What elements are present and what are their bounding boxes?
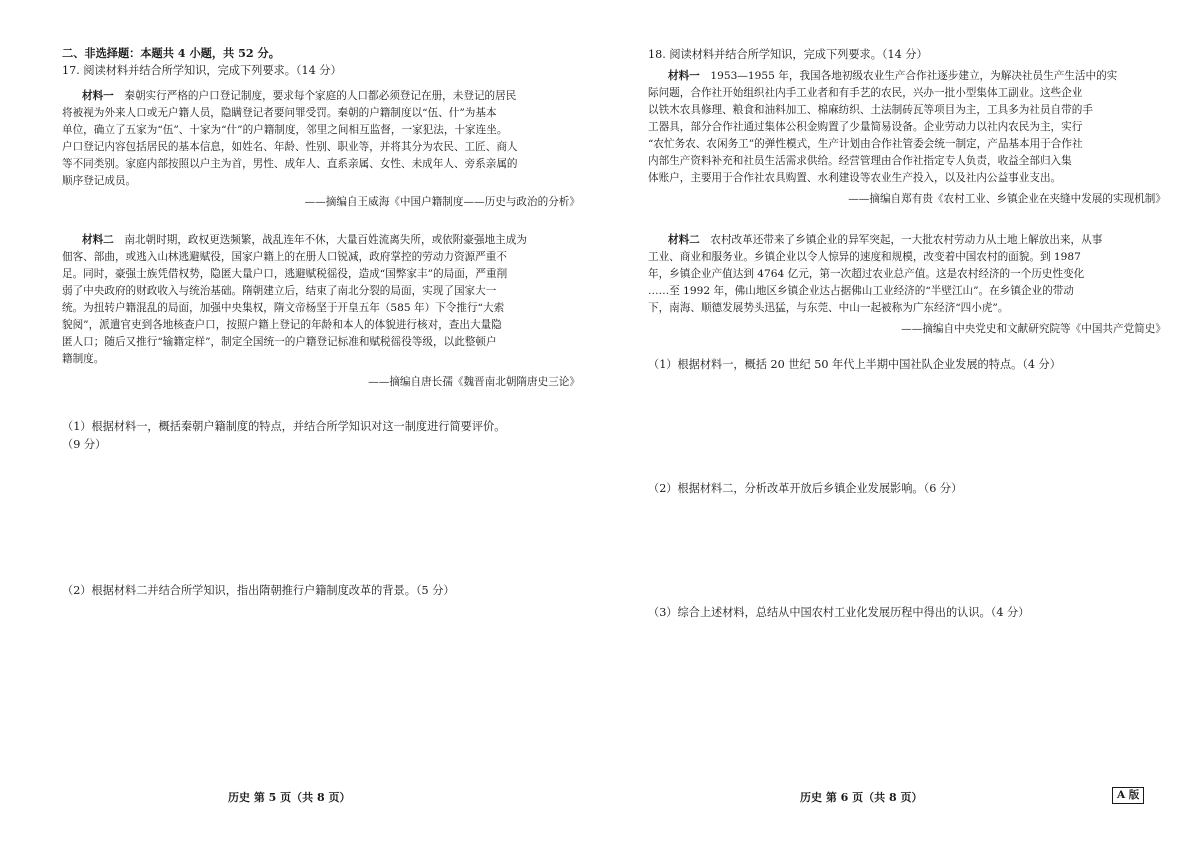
version-badge: A 版: [1112, 787, 1144, 804]
q17-m1-line: 材料一 秦朝实行严格的户口登记制度，要求每个家庭的人口都必须登记在册，未登记的居民: [82, 90, 517, 102]
q18-sub3-line: （3）综合上述材料，总结从中国农村工业化发展历程中得出的认识。（4 分）: [648, 606, 1030, 619]
q18-prompt: 18. 阅读材料并结合所学知识，完成下列要求。（14 分）: [648, 48, 928, 61]
q17-m1-line: 等不同类别。家庭内部按照以户主为首，男性、成年人、直系亲属、女性、未成年人、旁系亲属的: [62, 158, 518, 170]
q18-m1-line: 体账户，主要用于合作社农具购置、水利建设等农业生产投入，以及社内公益事业支出。: [648, 172, 1062, 184]
q17-m1-source: ——摘编自王威海《中国户籍制度——历史与政治的分析》: [304, 196, 580, 208]
q17-m2-line: 弱了中央政府的财政收入与统治基础。隋朝建立后，结束了南北分裂的局面，实现了国家大一: [62, 285, 497, 297]
q18-m1-line: 际问题，合作社开始组织社内手工业者和有手艺的农民，兴办一批小型集体工副业。这些企业: [648, 87, 1083, 99]
q17-m1-line: 单位，确立了五家为“伍”、十家为“什”的户籍制度，邻里之间相互监督，一家犯法，十家连坐。: [62, 124, 508, 136]
q18-m1-line: 内部生产资料补充和社员生活需求供给。经营管理由合作社指定专人负责，收益全部归入集: [648, 155, 1072, 167]
q17-m1-line: 将被视为外来人口或无户籍人员，隐瞒登记者要问罪受罚。秦朝的户籍制度以“伍、什”为基本: [62, 107, 497, 119]
q17-m2-source: ——摘编自唐长孺《魏晋南北朝隋唐史三论》: [368, 376, 580, 388]
q18-m2-label: 材料二: [668, 234, 700, 246]
q18-sub1-line: （1）根据材料一，概括 20 世纪 50 年代上半期中国社队企业发展的特点。（4 分）: [648, 358, 1061, 371]
q17-m2-line: 貌阅”，派遣官吏到各地核查户口，按照户籍上登记的年龄和本人的体貌进行核对，查出大量隐: [62, 319, 502, 331]
q17-sub1-line: （9 分）: [62, 438, 107, 451]
q17-m2-line: 材料二 南北朝时期，政权更迭频繁，战乱连年不休，大量百姓流离失所，或依附豪强地主成为: [82, 234, 527, 246]
q18-m2-source: ——摘编自中央党史和文献研究院等《中国共产党简史》: [901, 323, 1166, 335]
q18-m2-line: 下，南海、顺德发展势头迅猛，与东莞、中山一起被称为广东经济“四小虎”。: [648, 302, 1009, 314]
q18-m1-line: “农忙务农、农闲务工”的弹性模式，生产计划由合作社管委会统一制定，产品基本用于合作社: [648, 138, 1083, 150]
q18-material-2: [648, 232, 1166, 338]
q18-m1-line: 工器具，部分合作社通过集体公积金购置了少量简易设备。企业劳动力以社内农民为主，实行: [648, 121, 1083, 133]
q17-sub1: [62, 418, 580, 454]
q17-m2-line: 足。同时，豪强士族凭借权势，隐匿大量户口，逃避赋税徭役，造成“国弊家丰”的局面，严重削: [62, 268, 508, 280]
q18-m2-line: 工业、商业和服务业。乡镇企业以令人惊异的速度和规模，改变着中国农村的面貌。到 1987: [648, 251, 1081, 263]
q18-material-1: [648, 68, 1166, 208]
q17-m2-label: 材料二: [82, 234, 114, 246]
q17-material-1: [62, 88, 580, 211]
q17-prompt: 17. 阅读材料并结合所学知识，完成下列要求。（14 分）: [62, 64, 342, 77]
q17-m1-line: 顺序登记成员。: [62, 175, 137, 187]
q17-m1-label: 材料一: [82, 90, 114, 102]
section-heading-block: [62, 44, 580, 80]
q18-m1-line: 材料一 1953—1955 年，我国各地初级农业生产合作社逐步建立，为解决社员生产生活中的实: [668, 70, 1118, 82]
q17-sub2-line: （2）根据材料二并结合所学知识，指出隋朝推行户籍制度改革的背景。（5 分）: [62, 584, 455, 597]
page-6-footer: 历史 第 6 页（共 8 页）: [800, 791, 923, 804]
q17-m2-line: 佃客、部曲，或逃入山林逃避赋役，国家户籍上的在册人口锐减，政府掌控的劳动力资源严重不: [62, 251, 507, 263]
q17-m2-line: 匿人口；随后又推行“输籍定样”，制定全国统一的户籍登记标准和赋税徭役等级，以此整顿户: [62, 336, 497, 348]
q18-sub2-line: （2）根据材料二，分析改革开放后乡镇企业发展影响。（6 分）: [648, 482, 963, 495]
q18-sub2: [648, 480, 1166, 498]
q18-prompt-block: [648, 46, 1166, 64]
q18-m1-source: ——摘编自郑有贵《农村工业、乡镇企业在夹缝中发展的实现机制》: [848, 193, 1166, 205]
q18-m2-line: 材料二 农村改革还带来了乡镇企业的异军突起，一大批农村劳动力从土地上解放出来，从事: [668, 234, 1103, 246]
q17-sub2: [62, 582, 580, 600]
q17-m1-line: 户口登记内容包括居民的基本信息，如姓名、年龄、性别、职业等，并将其分为农民、工匠、商人: [62, 141, 518, 153]
q17-material-2: [62, 232, 580, 391]
q17-m2-line: 籍制度。: [62, 353, 105, 365]
page-5-footer: 历史 第 5 页（共 8 页）: [228, 791, 351, 804]
q18-m2-line: 年，乡镇企业产值达到 4764 亿元，第一次超过农业总产值。这是农村经济的一个历史性变化: [648, 268, 1085, 280]
section-heading: 二、非选择题：本题共 4 小题，共 52 分。: [62, 46, 280, 60]
q17-m2-line: 统。为扭转户籍混乱的局面，加强中央集权，隋文帝杨坚于开皇五年（585 年）下令推行“大索: [62, 302, 505, 314]
q18-m2-line: ……至 1992 年，佛山地区乡镇企业达占据佛山工业经济的“半壁江山”。在乡镇企业的带动: [648, 285, 1074, 297]
q18-sub3: [648, 604, 1166, 622]
q18-m1-line: 以铁木农具修理、粮食和油料加工、棉麻纺织、土法制砖瓦等项目为主，工具多为社员自带的手: [648, 104, 1093, 116]
page-6: [600, 0, 1200, 849]
q18-sub1: [648, 356, 1166, 374]
q18-m1-label: 材料一: [668, 70, 700, 82]
q17-sub1-line: （1）根据材料一，概括秦朝户籍制度的特点，并结合所学知识对这一制度进行简要评价。: [62, 420, 506, 433]
